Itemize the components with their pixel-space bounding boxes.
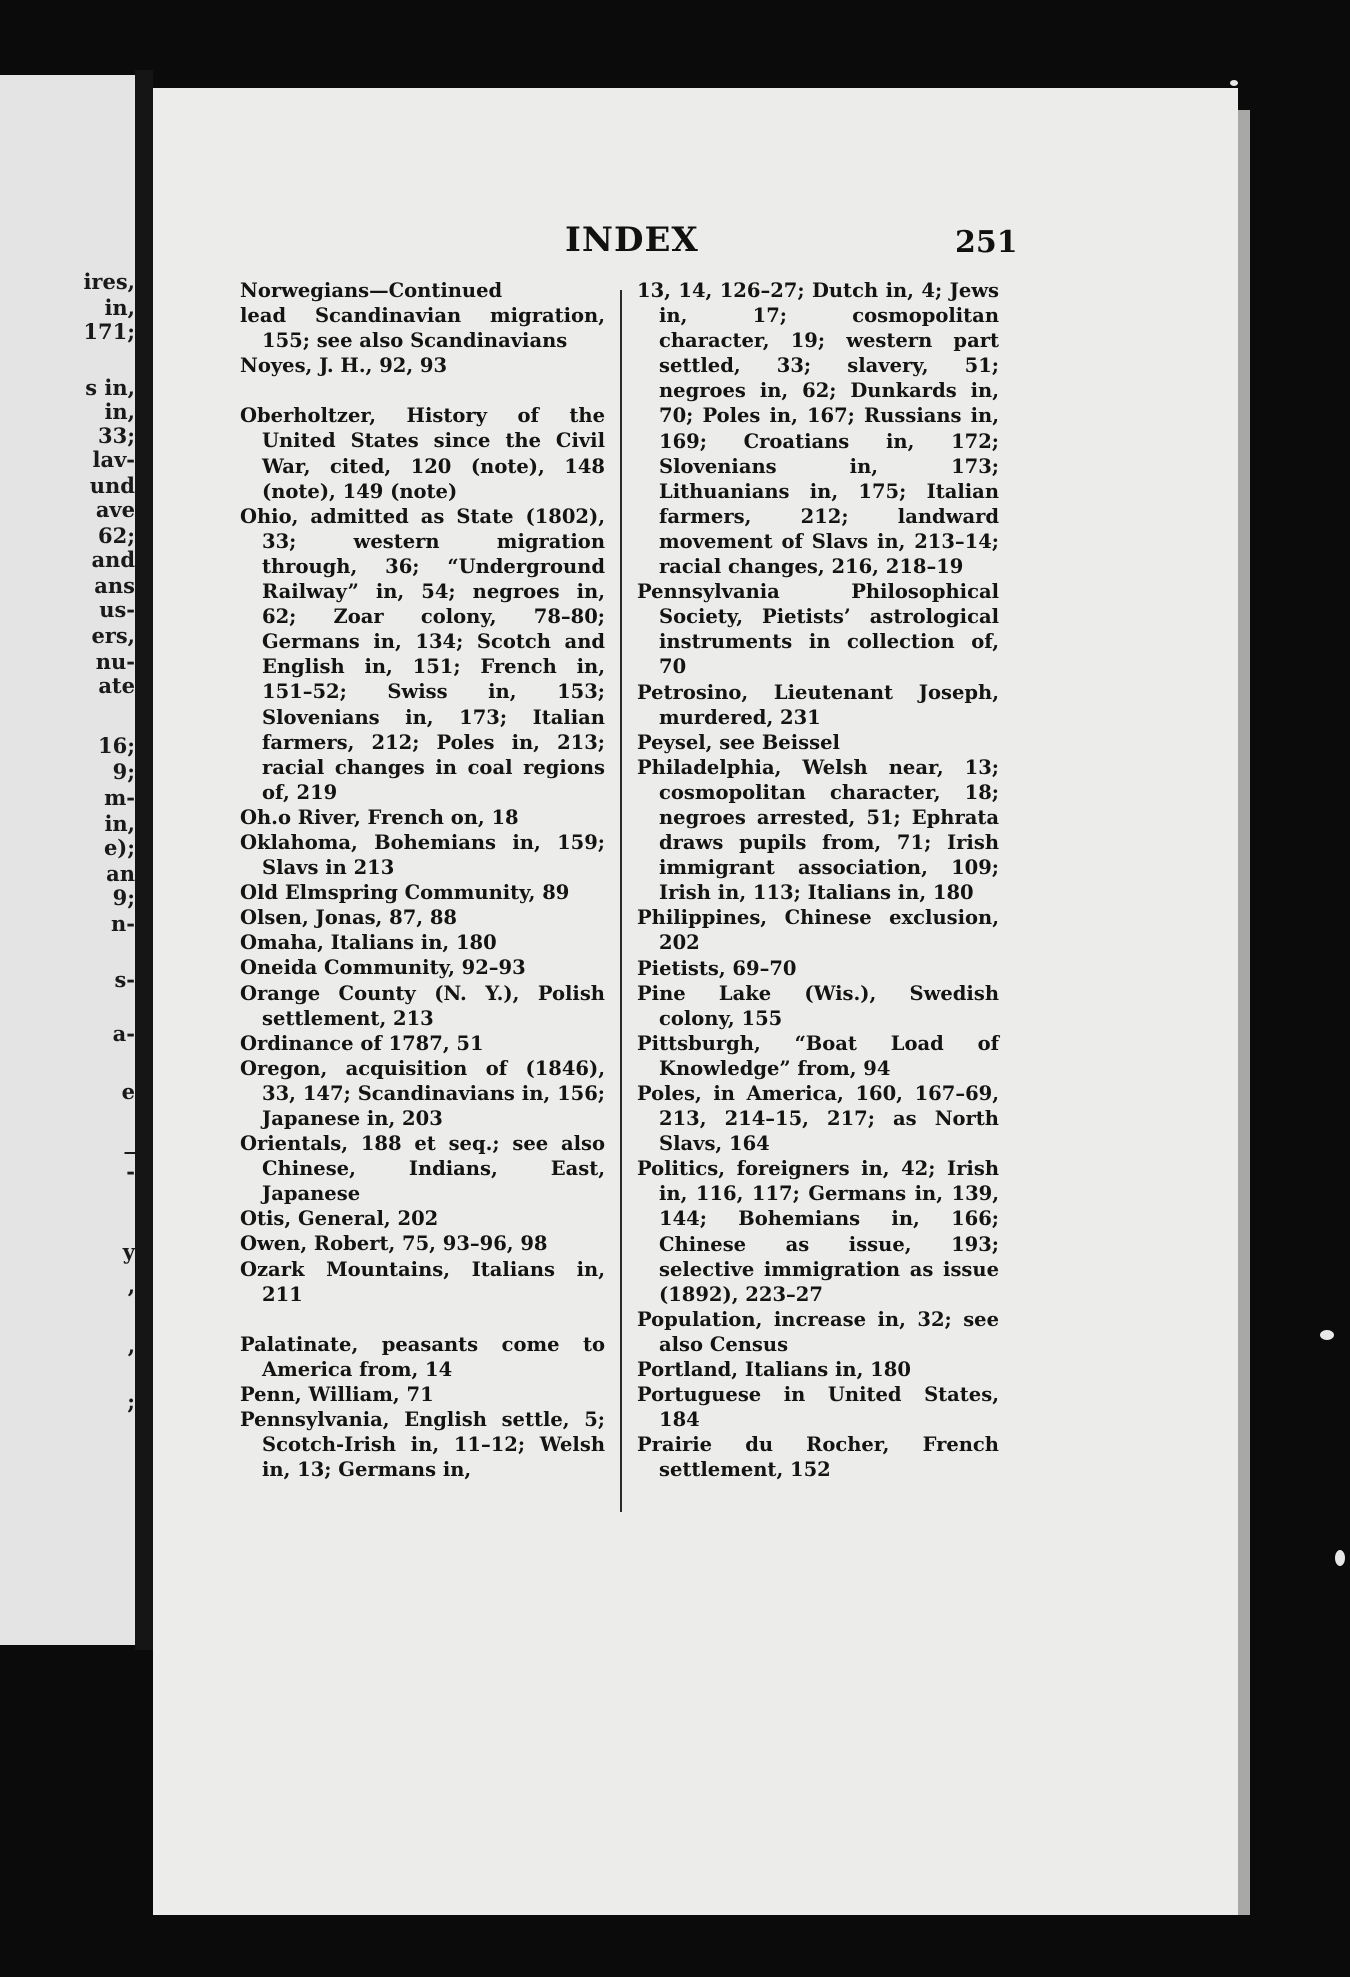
index-entry: Oberholtzer, History of the United States since the Civil War, cited, 120 (note), 148 (note), 149 (note) — [240, 404, 605, 503]
facing-page-fragment: 9; — [112, 885, 135, 910]
facing-page-fragment: 33; — [98, 423, 135, 448]
book-spine — [135, 70, 153, 1650]
facing-page-fragment: in, — [104, 811, 135, 836]
index-entry: Philadelphia, Welsh near, 13; cosmopolitan character, 18; negroes arrested, 51; Ephrata draws pupils from, 71; Irish immigrant association, 109; Irish in, 113; Italians in, 180 — [637, 755, 999, 905]
facing-page-fragment: e — [121, 1079, 135, 1104]
index-entry: Pennsylvania, English settle, 5; Scotch-Irish in, 11–12; Welsh in, 13; Germans in, — [240, 1408, 605, 1482]
index-entry: Ordinance of 1787, 51 — [240, 1031, 484, 1055]
facing-page-fragment: e); — [103, 835, 135, 860]
facing-page-fragment: a- — [112, 1021, 135, 1046]
index-entry: Orange County (N. Y.), Polish settlement, 213 — [240, 981, 605, 1030]
facing-page-fragment: ires, — [83, 269, 135, 294]
index-entry: Norwegians—Continued — [240, 279, 503, 302]
facing-page-fragment: ave — [95, 497, 135, 522]
facing-page-fragment: - — [126, 1159, 135, 1184]
facing-page-fragment: 171; — [83, 319, 135, 344]
index-entry: Orientals, 188 et seq.; see also Chinese, Indians, East, Japanese — [240, 1132, 605, 1206]
facing-page-fragment: y — [122, 1239, 135, 1264]
index-entry: Otis, General, 202 — [240, 1207, 439, 1231]
facing-page-fragment: 16; — [98, 733, 135, 758]
index-entry: Omaha, Italians in, 180 — [240, 931, 497, 955]
page-edge-shadow — [1238, 110, 1250, 1915]
facing-page-fragment: s in, — [85, 375, 135, 400]
facing-page-fragment: nu- — [95, 649, 135, 674]
index-entry: Pennsylvania Philosophical Society, Pietists’ astrological instruments in collection of, 70 — [637, 580, 999, 679]
index-entry: Oregon, acquisition of (1846), 33, 147; Scandinavians in, 156; Japanese in, 203 — [240, 1056, 605, 1130]
facing-page-fragment: s- — [114, 967, 135, 992]
index-entry: Population, increase in, 32; see also Census — [637, 1307, 999, 1356]
index-entry: Poles, in America, 160, 167–69, 213, 214–15, 217; as North Slavs, 164 — [637, 1082, 999, 1156]
facing-page-fragment: us- — [99, 597, 135, 622]
index-entry: Peysel, see Beissel — [637, 730, 840, 754]
index-entry: Oneida Community, 92–93 — [240, 956, 526, 980]
index-entry: Penn, William, 71 — [240, 1382, 434, 1406]
right-column — [637, 278, 999, 1483]
film-speck — [1230, 80, 1238, 86]
facing-page-fragment: , — [127, 1333, 135, 1358]
index-entry: Pietists, 69–70 — [637, 956, 797, 980]
left-column — [240, 278, 605, 1482]
column-divider — [620, 290, 622, 1512]
page-title: INDEX — [565, 220, 699, 260]
index-entry: Old Elmspring Community, 89 — [240, 881, 570, 905]
index-entry: Olsen, Jonas, 87, 88 — [240, 906, 457, 930]
index-entry: Politics, foreigners in, 42; Irish in, 116, 117; Germans in, 139, 144; Bohemians in, 166; Chinese as issue, 193; selective immigration as issue (1892), 223–27 — [637, 1157, 999, 1306]
index-entry: Portland, Italians in, 180 — [637, 1358, 911, 1382]
film-speck — [1320, 1330, 1334, 1340]
facing-page-fragment: , — [127, 1273, 135, 1298]
index-entry: Oh.o River, French on, 18 — [240, 805, 519, 829]
facing-page-fragment: ate — [98, 673, 135, 698]
facing-page-fragment: in, — [104, 295, 135, 320]
index-entry: Philippines, Chinese exclusion, 202 — [637, 906, 999, 955]
facing-page-fragment: und — [89, 473, 135, 498]
index-entry: Owen, Robert, 75, 93–96, 98 — [240, 1232, 548, 1256]
facing-page-fragment: an — [106, 861, 135, 886]
index-entry: Petrosino, Lieutenant Joseph, murdered, 231 — [637, 680, 999, 729]
index-entry: Pittsburgh, “Boat Load of Knowledge” from, 94 — [637, 1031, 999, 1080]
facing-page-fragment: 9; — [112, 759, 135, 784]
index-entry: Oklahoma, Bohemians in, 159; Slavs in 213 — [240, 830, 605, 880]
facing-page-fragment: 62; — [98, 523, 135, 548]
facing-page-fragment: and — [91, 547, 135, 572]
index-entry: Portuguese in United States, 184 — [637, 1383, 999, 1432]
index-entry: Pine Lake (Wis.), Swedish colony, 155 — [637, 981, 999, 1030]
facing-page-fragment: ; — [127, 1389, 135, 1414]
page-number: 251 — [955, 225, 1018, 260]
index-entry: 13, 14, 126–27; Dutch in, 4; Jews in, 17; cosmopolitan character, 19; western part settled, 33; slavery, 51; negroes in, 62; Dunkards in, 70; Poles in, 167; Russians in, 169; Croatians in, 172; Slovenians in, 173; Lithuanians in, 175; Italian farmers, 212; landward movement of Slavs in, 213–14; racial changes, 216, 218–19 — [637, 279, 999, 579]
facing-page-fragment: ers, — [91, 623, 135, 648]
facing-page-fragment: m- — [104, 785, 135, 810]
index-entry: Prairie du Rocher, French settlement, 152 — [637, 1433, 999, 1482]
index-entry: Ohio, admitted as State (1802), 33; western migration through, 36; “Underground Railway” in, 54; negroes in, 62; Zoar colony, 78–80; Germans in, 134; Scotch and English in, 151; French in, 151–52; Swiss in, 153; Slovenians in, 173; Italian farmers, 212; Poles in, 213; racial changes in coal regions of, 219 — [240, 504, 605, 804]
film-speck — [1335, 1550, 1345, 1566]
index-entry: Palatinate, peasants come to America from, 14 — [240, 1332, 605, 1381]
index-entry: Noyes, J. H., 92, 93 — [240, 354, 448, 378]
index-entry: lead Scandinavian migration, 155; see also Scandinavians — [240, 304, 605, 353]
facing-page-fragment: in, — [104, 399, 135, 424]
index-entry: Ozark Mountains, Italians in, 211 — [240, 1257, 605, 1306]
facing-page-fragment: ans — [94, 573, 135, 598]
facing-page-fragment: lav- — [92, 447, 135, 472]
facing-page-fragment: n- — [111, 911, 135, 936]
facing-page-fragment: _ — [124, 1129, 135, 1154]
